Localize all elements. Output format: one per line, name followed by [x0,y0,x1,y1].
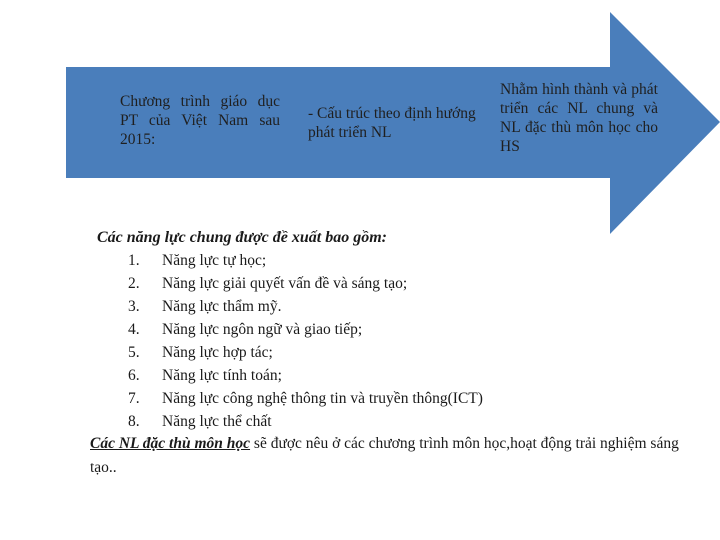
list-item [128,410,483,433]
item-number: 8. [128,413,140,430]
item-text: Năng lực hợp tác; [162,344,273,361]
specific-competencies-note [90,432,690,480]
item-number: 4. [128,321,140,338]
note-lead: Các NL đặc thù môn học [90,435,251,452]
arrow-text-structure: - Cấu trúc theo định hướng phát triển NL [308,105,476,141]
item-text: Năng lực thể chất [162,413,272,430]
item-number: 3. [128,298,140,315]
note-text: sẽ được nêu ở các chương trình môn học,hoạt động trải nghiệm sáng tạo.. [90,435,679,476]
list-item [128,364,483,387]
list-item [128,387,483,410]
item-number: 7. [128,390,140,407]
item-number: 2. [128,275,140,292]
arrow-text-goal: Nhằm hình thành và phát triển các NL chung và NL đặc thù môn học cho HS [500,81,658,155]
item-number: 6. [128,367,140,384]
competencies-title: Các năng lực chung được đề xuất bao gồm: [97,229,387,246]
item-text: Năng lực thẩm mỹ. [162,298,282,315]
list-item [128,341,483,364]
competencies-list [128,249,483,433]
list-item [128,295,483,318]
list-item [128,249,483,272]
item-text: Năng lực giải quyết vấn đề và sáng tạo; [162,275,408,292]
list-item [128,318,483,341]
item-text: Năng lực ngôn ngữ và giao tiếp; [162,321,363,338]
list-item [128,272,483,295]
item-text: Năng lực tính toán; [162,367,282,384]
item-text: Năng lực tự học; [162,252,267,269]
item-text: Năng lực công nghệ thông tin và truyền thông(ICT) [162,390,483,407]
item-number: 1. [128,252,140,269]
item-number: 5. [128,344,140,361]
arrow-text-program: Chương trình giáo dục PT của Việt Nam sau 2015: [120,93,280,148]
